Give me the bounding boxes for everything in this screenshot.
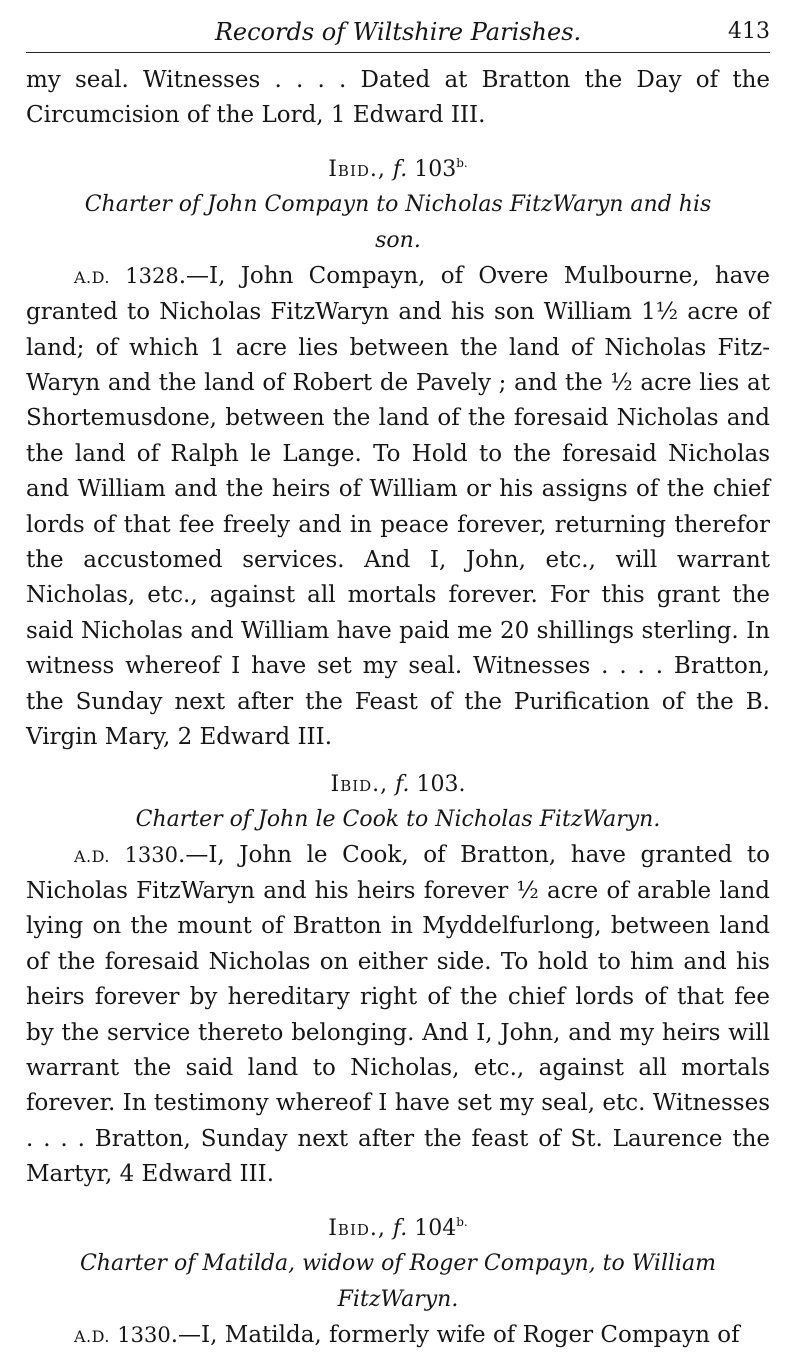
anno-domini: A.D. <box>74 267 110 287</box>
charter-title: Charter of John Compayn to Nicholas FitzWaryn and his son. <box>84 191 712 253</box>
folio-reference <box>26 1205 770 1246</box>
charter-body <box>26 259 770 756</box>
folio-superscript: b. <box>456 1214 468 1229</box>
folio-number: 103. <box>416 771 466 797</box>
anno-domini: A.D. <box>74 846 110 866</box>
ibid-label: Ibid., <box>330 771 389 797</box>
opening-paragraph: my seal. Witnesses . . . . Dated at Bratton the Day of the Circumcision of the Lord, 1 Edward III. <box>26 67 770 129</box>
folio-number: 103 <box>414 156 457 182</box>
ibid-label: Ibid., <box>328 1215 386 1241</box>
ibid-label: Ibid., <box>328 156 386 182</box>
charter-title: Charter of John le Cook to Nicholas FitzWaryn. <box>135 806 661 832</box>
running-head <box>26 18 770 52</box>
folio-reference <box>26 146 770 187</box>
anno-domini: A.D. <box>74 1326 110 1346</box>
charter-text: .—I, John Compayn, of Overe Mulbourne, have granted to Nicholas FitzWaryn and his son William 1½ acre of land; of which 1 acre lies between the land of Nicholas Fitz-Waryn and the land of Robert de Pavely ; and the ½ acre lies at Shortemusdone, between the land of the foresaid Nicholas and the land of Ralph le Lange. To Hold to the foresaid Nicholas and William and the heirs of William or his assigns of the chief lords of that fee freely and in peace forever, returning therefor the accustomed services. And I, John, etc., will warrant Nicholas, etc., against all mortals forever. For this grant the said Nicholas and William have paid me 20 shillings sterling. In witness whereof I have set my seal. Witnesses . . . . Bratton, the Sunday next after the Feast of the Purification of the B. Virgin Mary, 2 Edward III. <box>26 262 770 751</box>
header-rule <box>26 52 770 53</box>
running-title: Records of Wiltshire Parishes. <box>214 18 582 46</box>
charter-year: 1330 <box>117 1322 171 1347</box>
folio-number: 104 <box>414 1215 457 1241</box>
page-number: 413 <box>728 19 770 44</box>
charter-body <box>26 838 770 1193</box>
folio-prefix: f. <box>392 1215 408 1241</box>
folio-prefix: f. <box>392 156 408 182</box>
folio-prefix: f. <box>395 771 410 797</box>
folio-reference <box>26 768 770 802</box>
charter-text: .—I, Matilda, formerly wife of Roger Compayn of <box>170 1321 740 1348</box>
charter-year: 1330 <box>124 842 179 867</box>
charter-title: Charter of Matilda, widow of Roger Compayn, to William FitzWaryn. <box>79 1250 717 1312</box>
charter-year: 1328 <box>125 263 179 288</box>
charter-text: .—I, John le Cook, of Bratton, have granted to Nicholas FitzWaryn and his heirs forever ½ acre of arable land lying on the mount of Bratton in Myddelfurlong, between land of the foresaid Nicholas on either side. To hold to him and his heirs forever by hereditary right of the chief lords of that fee by the service thereto belonging. And I, John, and my heirs will warrant the said land to Nicholas, etc., against all mortals forever. In testimony whereof I have set my seal, etc. Witnesses . . . . Bratton, Sunday next after the feast of St. Laurence the Martyr, 4 Edward III. <box>26 841 770 1188</box>
folio-superscript: b. <box>456 155 468 170</box>
charter-body <box>26 1318 770 1354</box>
